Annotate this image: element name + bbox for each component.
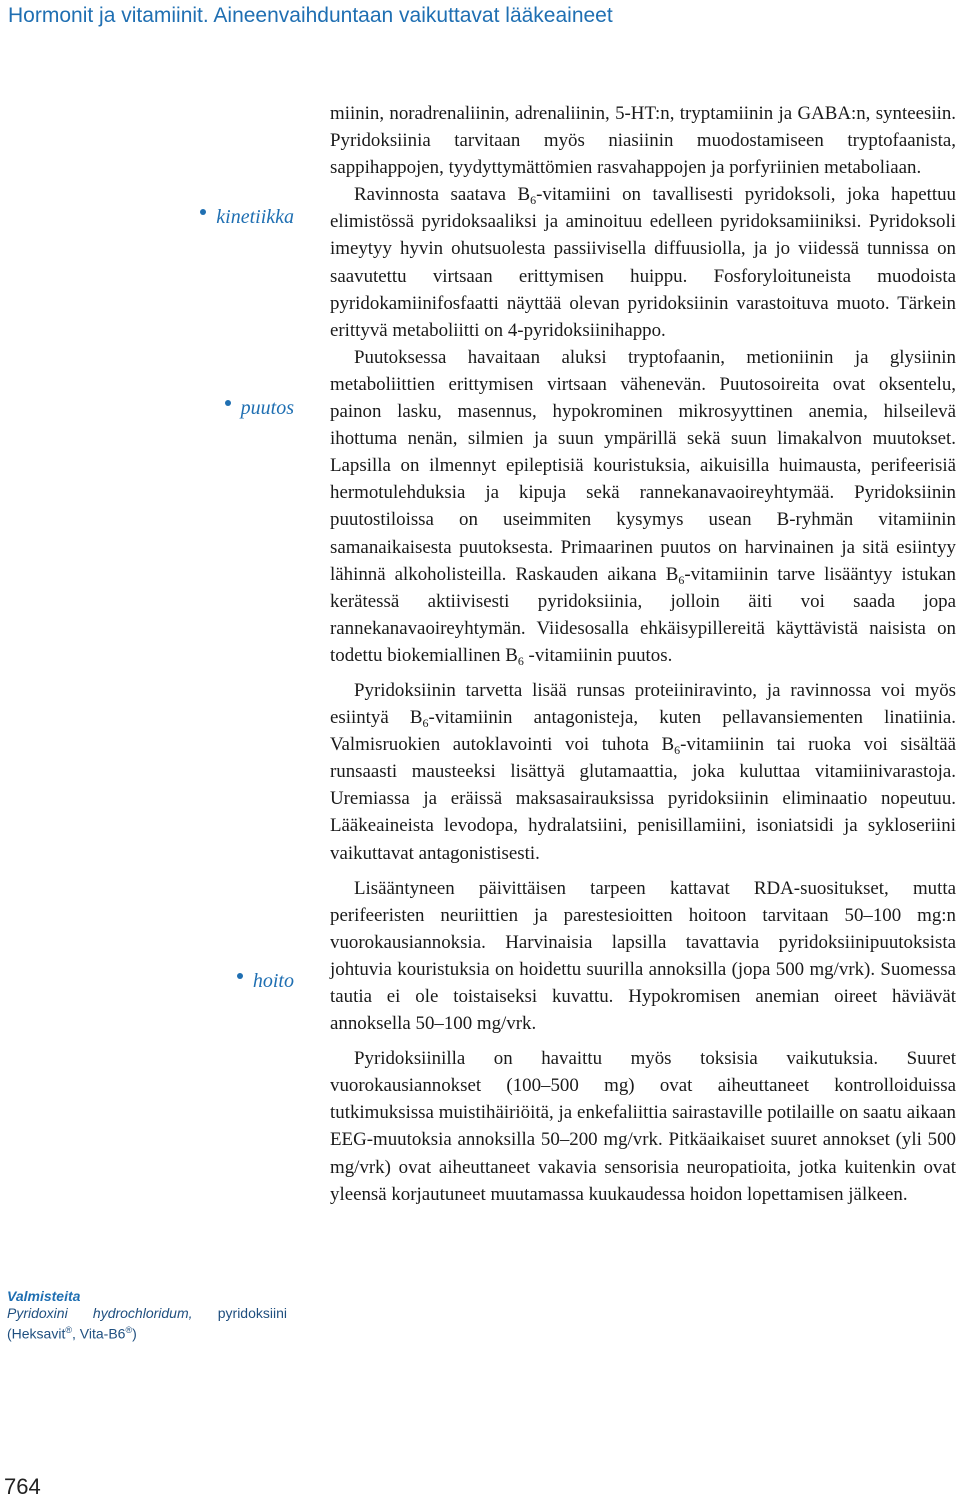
paragraph-intro: miinin, noradrenaliinin, adrenaliinin, 5-HT:n, tryptamiinin ja GABA:n, synteesiin. Pyridoksiinia tarvitaan myös niasiinin muodostamiseen tryptofaanista, sappihappojen, tyydyttymättömien rasvahappojen ja porfyriinien metaboliaan. (330, 103, 956, 179)
preparations-box (7, 1288, 287, 1343)
paragraph-toksisuus: Pyridoksiinilla on havaittu myös toksisia vaikutuksia. Suuret vuorokausiannokset (100–500 mg) ovat aiheuttaneet kontrolloiduissa tutkimuksissa muistihäiriöitä, ja enkefaliittia sairastaville potilaille on saatu aikaan EEG-muutoksia annoksilla 50–200 mg/vrk. Pitkäaikaiset suuret annokset (yli 500 mg/vrk) ovat aiheuttaneet vakavia sensorisia neuropatioita, jotka kuitenkin ovat yleensä korjautuneet muutamassa kuukaudessa hoidon lopettamisen jälkeen. (330, 1048, 956, 1205)
preparation-finnish-name: pyridoksiini (192, 1305, 287, 1321)
text-span: -vitamiinin antagonisteja, kuten pellavansiementen linatiinia. Valmisruokien autoklavointi voi tuhota B (330, 707, 956, 756)
preparation-brands (7, 1322, 287, 1343)
subscript: 6 (674, 743, 681, 758)
paragraph-puutos (330, 344, 956, 669)
body-text (330, 100, 956, 1208)
subscript: 6 (530, 193, 537, 208)
registered-mark: ® (125, 1325, 133, 1335)
text-span: ) (132, 1325, 137, 1342)
marginal-label-kinetiikka (200, 206, 294, 229)
running-head: Hormonit ja vitamiinit. Aineenvaihduntaan vaikuttavat lääkeaineet (8, 4, 613, 27)
text-span: Pyridoksiinin tarvetta lisää runsas proteiiniravinto, ja ravinnossa voi myös esiintyä B (330, 679, 956, 729)
text-span: -vitamiinin tai ruoka voi sisältää runsaasti mausteeksi lisättyä glutamaattia, joka kuluttaa vitamiinivarastoja. Uremiassa ja eräissä maksasairauksissa pyridoksiinin eliminaatio nopeutuu. Lääkeaineista levodopa, hydralatsiini, penisillamiini, isoniatsidi ja sykloseriini vaikuttavat antagonistisesti. (330, 734, 956, 864)
paragraph-hoito: Lisääntyneen päivittäisen tarpeen kattavat RDA-suositukset, mutta perifeeristen neuriittien ja parestesioitten hoitoon tarvitaan 50–100 mg:n vuorokausiannoksia. Harvinaisia lapsilla tavattavia pyridoksiinipuutoksista johtuvia kouristuksia on hoidettu suurilla annoksilla (jopa 500 mg/vrk). Suomessa tautia ei ole toistaiseksi kuvattu. Hypokromisen anemian oireet häviävät annoksella 50–100 mg/vrk. (330, 877, 956, 1035)
page-number: 764 (4, 1474, 41, 1499)
text-span: Puutoksessa havaitaan aluksi tryptofaanin, metioniinin ja glysiinin metaboliittien erittymisen virtsaan vähenevän. Puutosoireita ovat oksentelu, painon lasku, masennus, hypokrominen mikrosyyttinen anemia, hilseilevä ihottuma nenän, silmien ja suun ympärillä sekä suun limakalvon muutokset. Lapsilla on ilmennyt epileptisiä kouristuksia, aikuisilla huimausta, perifeerisiä hermotulehduksia ja kipuja sekä rannekanavaoireyhtymää. Pyridoksiinin puutostiloissa on useimmiten kysymys usean B-ryhmän vitamiinin samanaikaisesta puutoksesta. Primaarinen puutos on harvinainen ja sitä esiintyy lähinnä alkoholisteilla. Raskauden aikana B (330, 346, 956, 585)
text-span: , Vita-B6 (72, 1325, 126, 1342)
subscript: 6 (678, 572, 685, 587)
subscript: 6 (517, 653, 524, 668)
marginal-label-text: hoito (252, 970, 294, 992)
marginal-label-puutos (225, 397, 294, 420)
bullet-icon (200, 209, 206, 215)
paragraph-kinetiikka (330, 181, 956, 344)
marginal-label-text: kinetiikka (216, 206, 294, 228)
preparation-name (7, 1305, 287, 1322)
preparation-latin-name: Pyridoxini hydrochloridum, (7, 1305, 193, 1321)
marginal-label-hoito (237, 970, 294, 993)
text-span: -vitamiinin puutos. (523, 644, 673, 666)
bullet-icon (237, 973, 243, 979)
text-span: -vitamiini on tavallisesti pyridoksoli, joka hapettuu elimistössä pyridoksaaliksi ja aminoituu edelleen pyridoksamiiniksi. Pyridoksoli imeytyy hyvin ohutsuolesta passiivisella diffuusiolla, ja jo viidessä tunnissa on saavutettu virtsaan erittymisen huippu. Fosforyloituneista muodoista pyridokamiinifosfaatti näyttää olevan pyridoksiinin varastoituva muoto. Tärkein erittyvä metaboliitti on 4-pyridoksiinihappo. (330, 184, 956, 341)
bullet-icon (225, 400, 231, 406)
paragraph-antagonistit (330, 677, 956, 867)
text-span: (Heksavit (7, 1325, 66, 1342)
text-span: -vitamiinin tarve lisääntyy istukan kerätessä aktiivisesti pyridoksiinia, jolloin äiti voi saada jopa rannekanavaoireyhtymän. Viidesosalla ehkäisypillereitä käyttävistä naisista on todettu biokemiallinen B (330, 563, 956, 666)
preparations-title: Valmisteita (7, 1288, 81, 1304)
subscript: 6 (422, 716, 429, 731)
text-span: Ravinnosta saatava B (354, 184, 531, 206)
marginal-label-text: puutos (240, 397, 294, 419)
registered-mark: ® (65, 1325, 72, 1335)
